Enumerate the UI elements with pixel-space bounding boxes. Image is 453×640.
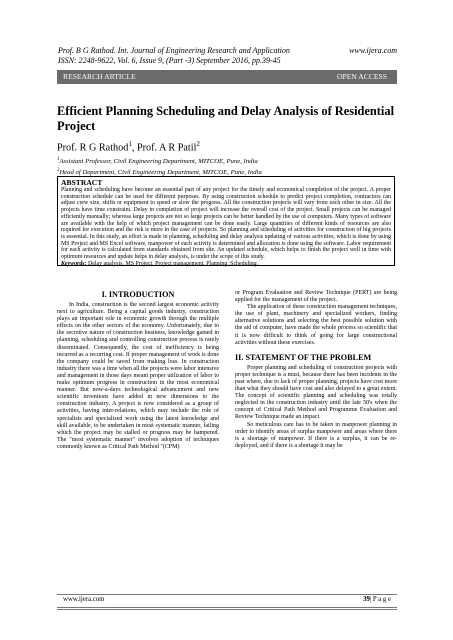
- affiliation-1-mark: 1: [57, 157, 60, 162]
- affiliation-1-text: Assistant Professor, Civil Engineering Department, MITCOE, Pune, India: [59, 158, 258, 166]
- citation-line-1: Prof. B G Rathod. Int. Journal of Engineering Research and Application: [58, 46, 290, 55]
- page-footer: [57, 594, 397, 610]
- left-column: [57, 290, 219, 451]
- abstract-box: [57, 176, 395, 266]
- journal-website[interactable]: www.ijera.com: [349, 46, 397, 55]
- introduction-paragraph-2: The application of these construction management techniques, the use of plant, machinery and specialized workers, finding alternative solutions and selecting the best possible solution with the aid of computer, have made the whole process so scientific that it is now difficult to think of going for large constructional activities without these exercises.: [235, 304, 397, 346]
- section-1-heading: I. INTRODUCTION: [101, 290, 175, 299]
- affiliation-1: [57, 155, 262, 166]
- author-1: Prof. R G Rathod: [57, 142, 129, 154]
- affiliations: [57, 155, 262, 177]
- keywords-text: Delay analysis, MS Project, Project management, Planning, Scheduling.: [86, 260, 259, 267]
- citation-line-2: ISSN: 2248-9622, Vol. 6, Issue 9, (Part -3) September 2016, pp.39-45: [58, 56, 281, 65]
- keywords-line: [61, 261, 391, 268]
- footer-website[interactable]: www.ijera.com: [63, 596, 105, 603]
- abstract-heading: ABSTRACT: [61, 178, 103, 187]
- author-separator: ,: [131, 142, 137, 154]
- citation-header: [58, 46, 290, 66]
- abstract-text: Planning and scheduling have become an essential part of any project for the timely and economical completion of the project. A proper construction schedule can be used for different purposes. By using construction schedule to predict project completion, contractors can adjust crew size, shifts or equipment to speed or slow the progress. All the construction projects will vary from each other in size. All the projects have time constraint. Delay in completion of project will increase the overall cost of the project. Small projects can be managed efficiently manually; whereas large projects are not so large projects can be better handled by the use of computers. Many types of software are available with the help of which project management can be done easily. Large quantities of different kinds of resources are also required for execution and the risk is more in the case of projects. So planning and scheduling of activities for construction of big projects is essential. In this study, an effort is made in planning, scheduling and delay analysis updating of various activities, which is done by using MS Project and MS Excel software, manpower of each activity is determined and allocation is done using the software. Labor requirement for each activity is calculated from standards obtained from site. An updated schedule, which helps to finish the project well in time with optimum resources and update helps in delay analysis, is under the scope of this study.: [61, 187, 391, 261]
- page-label: | P a g e: [369, 596, 391, 603]
- open-access-label: OPEN ACCESS: [336, 72, 387, 81]
- problem-paragraph-2: So meticulous care has to be taken in manpower planning in order to identify areas of surplus manpower and areas where there is a shortage of manpower. If there is a surplus, it can be re-deployed, and if there is a shortage it may be: [235, 421, 397, 449]
- affiliation-2-text: Head of Department, Civil Engineering Department, MITCOE, Pune, India: [59, 169, 262, 177]
- article-type-label: RESEARCH ARTICLE: [63, 72, 136, 81]
- paper-title: Efficient Planning Scheduling and Delay Analysis of Residential Project: [57, 104, 395, 133]
- right-column: [235, 290, 397, 450]
- page-number: [363, 596, 391, 603]
- affiliation-2-mark: 2: [57, 168, 60, 174]
- introduction-paragraph-1: In India, construction is the second largest economic activity next to agriculture. Being a capital goods industry, construction plays an important role in economic growth through the multiple effects on the other sectors of the economy. Unfortunately, due to the secretive nature of construction business, knowledge gained in planning, scheduling and controlling construction process is rarely disseminated. Consequently, the cost of inefficiency is being incurred as a recurring cost. If proper management of work is done the company could be saved from making loss. In construction industry there was a time when all the projects were labor intensive and management in those days meant proper utilization of labor to make optimum progress in construction in the most economical manner. But now-a-days technological advancement and new scientific inventions have added in new dimensions to the construction industry. A project is now considered as a group of activities, having inter-relations, which may include the role of specialists and specialized work using the latest knowledge and skill available, to be undertaken in most systematic manner, failing which the project may be stalled or progress may be hampered. The "most systematic manner" involves adoption of techniques commonly known as Critical Path Method "(CPM): [57, 302, 219, 450]
- author-2: Prof. A R Patil: [136, 142, 197, 154]
- introduction-paragraph-1-continued: or Program Evaluation and Review Technique (PERT) are being applied for the management of the project.: [235, 290, 397, 304]
- section-2-heading: II. STATEMENT OF THE PROBLEM: [235, 352, 372, 362]
- article-type-band: [57, 70, 397, 84]
- problem-paragraph-1: Proper planning and scheduling of construction projects with proper technique is a must, because there has been incidents in the past where, due to lack of proper planning, projects have cost more than what they should have cost and also delayed to a great extent. The concept of scientific planning and scheduling was totally neglected in the construction industry until the late 50's when the concept of Critical Path Method and Programme Evaluation and Review Technique made an impact.: [235, 364, 397, 421]
- page-number-value: 39: [363, 596, 370, 603]
- author-2-affil-mark: 2: [196, 140, 200, 148]
- keywords-label: Keywords:: [61, 260, 87, 267]
- author-line: [57, 140, 200, 153]
- author-1-affil-mark: 1: [128, 140, 132, 148]
